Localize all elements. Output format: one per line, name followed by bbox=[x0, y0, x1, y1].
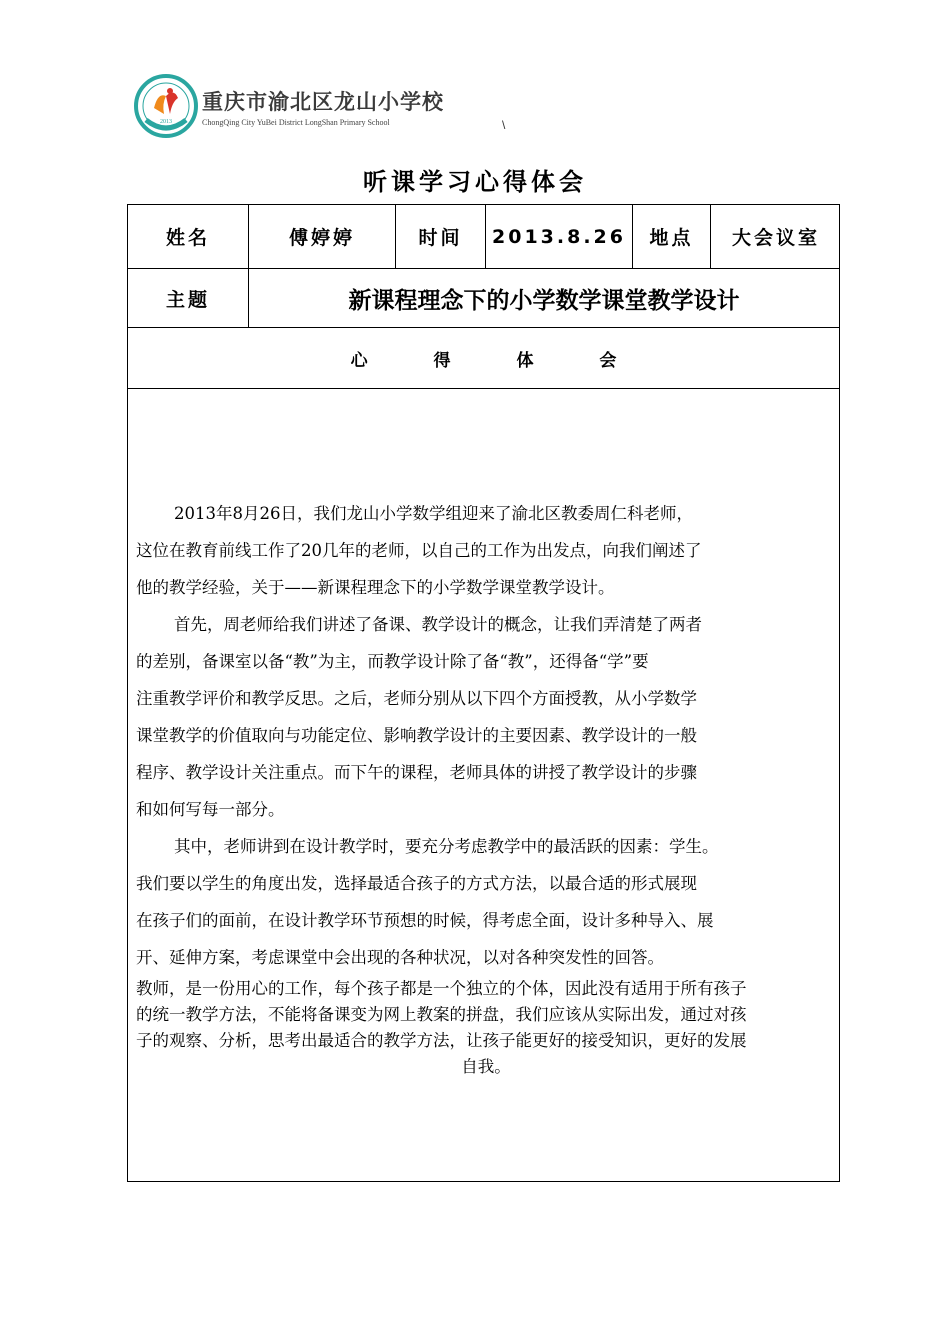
text-line: 教师，是一份用心的工作，每个孩子都是一个独立的个体，因此没有适用于所有孩子 bbox=[136, 979, 747, 998]
paragraph-3 bbox=[136, 828, 836, 976]
reflection-body bbox=[136, 495, 836, 1080]
text-line: 子的观察、分析，思考出最适合的教学方法，让孩子能更好的接受知识，更好的发展 bbox=[136, 1031, 747, 1050]
section-title: 心 得 体 会 bbox=[350, 350, 647, 371]
place-label: 地点 bbox=[633, 205, 711, 268]
school-name: 重庆市渝北区龙山小学校 bbox=[202, 89, 444, 114]
text-line: 这位在教育前线工作了20几年的老师，以自己的工作为出发点，向我们阐述了 bbox=[136, 541, 702, 560]
topic-row bbox=[128, 269, 839, 328]
text-line: 2013年8月26日，我们龙山小学数学组迎来了渝北区教委周仁科老师， bbox=[174, 504, 693, 523]
text-line: 程序、教学设计关注重点。而下午的课程，老师具体的讲授了教学设计的步骤 bbox=[136, 763, 697, 782]
paragraph-2 bbox=[136, 606, 836, 828]
text-line: 和如何写每一部分。 bbox=[136, 800, 285, 819]
school-seal-logo bbox=[134, 74, 198, 138]
name-label: 姓名 bbox=[128, 205, 249, 268]
text-line: 首先，周老师给我们讲述了备课、教学设计的概念，让我们弄清楚了两者 bbox=[174, 615, 702, 634]
text-line: 课堂教学的价值取向与功能定位、影响教学设计的主要因素、教学设计的一般 bbox=[136, 726, 697, 745]
topic-label: 主题 bbox=[128, 269, 249, 327]
stray-mark: \ bbox=[502, 118, 506, 132]
text-line: 其中，老师讲到在设计教学时，要充分考虑教学中的最活跃的因素：学生。 bbox=[174, 837, 719, 856]
school-header bbox=[134, 74, 474, 140]
text-line: 的差别，备课室以备“教”为主，而教学设计除了备“教”，还得备“学”要 bbox=[136, 652, 649, 671]
text-line: 自我。 bbox=[461, 1057, 511, 1076]
seal-year: 2013 bbox=[160, 119, 172, 125]
place-value: 大会议室 bbox=[731, 227, 820, 249]
topic-value: 新课程理念下的小学数学课堂教学设计 bbox=[348, 287, 740, 314]
text-line: 的统一教学方法，不能将备课变为网上教案的拼盘，我们应该从实际出发，通过对孩 bbox=[136, 1005, 747, 1024]
closing-paragraph bbox=[136, 976, 836, 1080]
school-name-english: ChongQing City YuBei District LongShan Primary School bbox=[202, 118, 390, 127]
time-label: 时间 bbox=[396, 205, 486, 268]
text-line: 注重教学评价和教学反思。之后，老师分别从以下四个方面授教，从小学数学 bbox=[136, 689, 697, 708]
lesson-reflection-form bbox=[127, 204, 840, 1182]
text-line: 我们要以学生的角度出发，选择最适合孩子的方式方法，以最合适的形式展现 bbox=[136, 874, 697, 893]
text-line: 他的教学经验，关于——新课程理念下的小学数学课堂教学设计。 bbox=[136, 578, 615, 597]
time-value: 2013.8.26 bbox=[486, 205, 633, 268]
info-row bbox=[128, 205, 839, 269]
text-line: 开、延伸方案，考虑课堂中会出现的各种状况，以对各种突发性的回答。 bbox=[136, 948, 664, 967]
text-line: 在孩子们的面前，在设计教学环节预想的时候，得考虑全面，设计多种导入、展 bbox=[136, 911, 714, 930]
name-value: 傅婷婷 bbox=[249, 205, 396, 268]
document-title: 听课学习心得体会 bbox=[363, 168, 587, 196]
section-header-row bbox=[128, 328, 839, 389]
paragraph-1 bbox=[136, 495, 836, 606]
